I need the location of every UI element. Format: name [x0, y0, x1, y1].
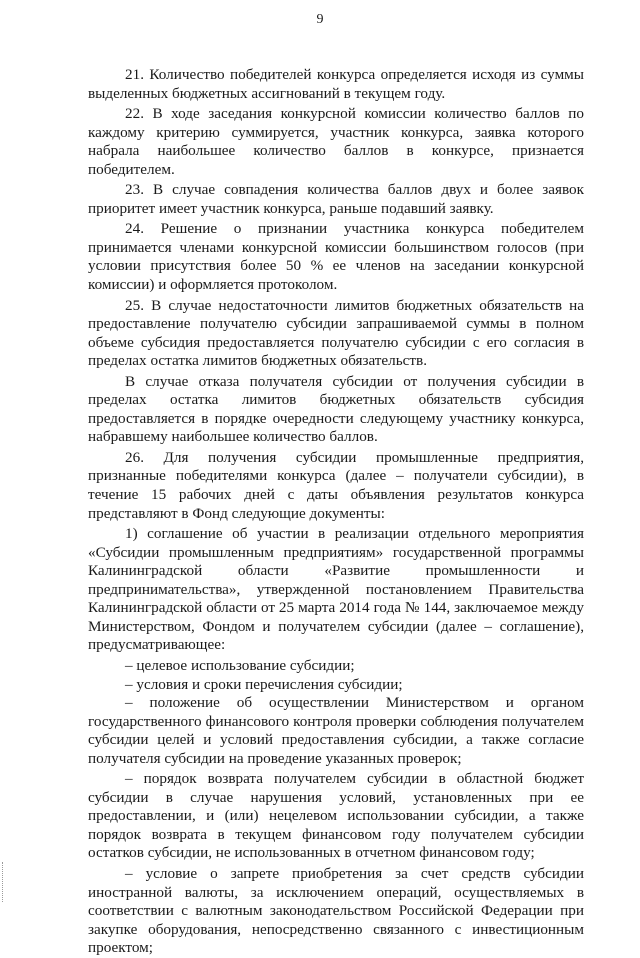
- paragraph-26: 26. Для получения субсидии промышленные предприятия, признанные победителями конкурса (далее – получатели субсидии), в течение 15 рабочих дней с даты объявления результатов конкурса представляют в Фонд следующие документы:: [88, 448, 584, 522]
- document-body: [88, 66, 584, 958]
- paragraph-25: 25. В случае недостаточности лимитов бюджетных обязательств на предоставление получателю субсидии запрашиваемой суммы в полном объеме субсидия предоставляется получателю субсидии с его согласия в пределах остатка лимитов бюджетных обязательств.: [88, 296, 584, 370]
- list-item-target-use: – целевое использование субсидии;: [125, 656, 355, 674]
- paragraph-23: 23. В случае совпадения количества баллов двух и более заявок приоритет имеет участник конкурса, раньше подавший заявку.: [88, 181, 584, 217]
- paragraph-25-refusal: В случае отказа получателя субсидии от получения субсидии в пределах остатка лимитов бюджетных обязательств субсидия предоставляется в порядке очередности следующему участнику конкурса, набравшему наибольшее количество баллов.: [88, 372, 584, 446]
- list-item-control: – положение об осуществлении Министерством и органом государственного финансового контроля проверки соблюдения получателем субсидии целей и условий предоставления субсидии, а также согласие получателя субсидии на проведение указанных проверок;: [88, 694, 584, 767]
- page-number: 9: [316, 12, 324, 27]
- list-item-agreement: 1) соглашение об участии в реализации отдельного мероприятия «Субсидии промышленным предприятиям» государственной программы Калининградской области «Развитие промышленности и предпринимательства», утвержденной постановлением Правительства Калининградской области от 25 марта 2014 года № 144, заключаемое между Министерством, Фондом и получателем субсидии (далее – соглашение), предусматривающее:: [88, 525, 584, 654]
- list-item-refund: – порядок возврата получателем субсидии в областной бюджет субсидии в случае нарушения условий, установленных при ее предоставлении, и (или) нецелевом использовании субсидии, а также порядок возврата в текущем финансовом году получателем субсидии остатков субсидии, не использованных в отчетном финансовом году;: [88, 770, 584, 862]
- scan-edge-mark: [2, 862, 5, 902]
- paragraph-24: 24. Решение о признании участника конкурса победителем принимается членами конкурсной комиссии большинством голосов (при условии присутствия более 50 % ее членов на заседании конкурсной комиссии) и оформляется протоколом.: [88, 220, 584, 294]
- paragraph-22: 22. В ходе заседания конкурсной комиссии количество баллов по каждому критерию суммируется, участник конкурса, заявка которого набрала наибольшее количество баллов в конкурсе, признается победителем.: [88, 105, 584, 178]
- list-item-terms: – условия и сроки перечисления субсидии;: [125, 675, 403, 693]
- paragraph-21: 21. Количество победителей конкурса определяется исходя из суммы выделенных бюджетных ассигнований в текущем году.: [88, 66, 584, 102]
- list-item-currency-ban: – условие о запрете приобретения за счет средств субсидии иностранной валюты, за исключением операций, осуществляемых в соответствии с валютным законодательством Российской Федерации при закупке оборудования, непосредственно связанного с инвестиционным проектом;: [88, 864, 584, 957]
